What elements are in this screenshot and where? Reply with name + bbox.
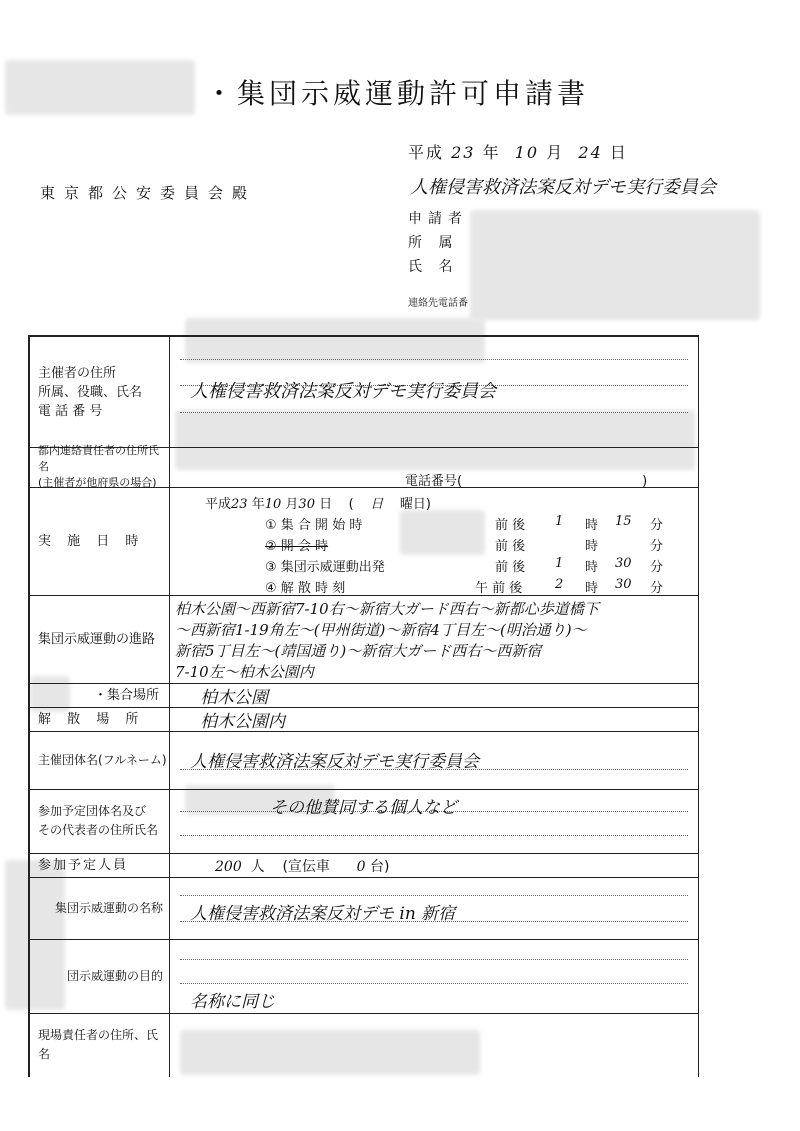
affiliation-label: 所 属 (408, 235, 459, 251)
liaison-label: 都内連絡責任者の住所氏名 (主催者が他府県の場合) (30, 447, 170, 487)
time-item-2: ② 開 会 時 前 後 時 分 (265, 539, 664, 554)
contact-phone-label: 連絡先電話番 (408, 298, 468, 309)
assembly-label: ・集合場所 (30, 683, 170, 707)
row-organizer (30, 337, 698, 448)
applicant-label: 申請者 (408, 211, 468, 227)
applicant-org: 人権侵害救済法案反対デモ実行委員会 (410, 177, 716, 198)
application-form (28, 335, 699, 1077)
row-demo-purpose (30, 939, 698, 1014)
demo-name-label: 集団示威運動の名称 (30, 877, 170, 939)
organizer-label: 主催者の住所 所属、役職、氏名 電 話 番 号 (30, 337, 170, 447)
row-participants (30, 853, 698, 878)
participants-label: 参加予定人員 (30, 853, 170, 877)
row-participants-org (30, 789, 698, 854)
organizer-name-value: 人権侵害救済法案反対デモ実行委員会 (190, 752, 479, 772)
participants-org-label: 参加予定団体名及び その代表者の住所氏名 (30, 789, 170, 853)
event-date: 平成23 年10 月30 日 ( 日 曜日) (205, 497, 431, 512)
time-item-1: ① 集 合 開 始 時 前 後 1 時 15 分 (265, 514, 664, 533)
name-label: 氏 名 (408, 259, 459, 275)
dispersal-value: 柏木公園内 (200, 712, 285, 732)
route-text: 柏木公園〜西新宿7-10右〜新宿大ガード西右〜新都心歩道橋下 〜西新宿1-19角左〜(甲州街道)〜新宿4丁目左〜(明治通り)〜 新宿5丁目左〜(靖国通り)〜新宿大ガード西右〜西新宿 7-10左〜柏木公園内 (175, 600, 599, 681)
assembly-value: 柏木公園 (200, 688, 268, 708)
time-item-4: ④ 解 散 時 刻 午 前 後 2 時 30 分 (265, 577, 664, 596)
addressee: 東京都公安委員会殿 (40, 184, 257, 202)
time-item-3: ③ 集団示威運動出発 前 後 1 時 30 分 (265, 556, 664, 575)
row-organizer-name (30, 731, 698, 790)
liaison-phone-label: 電話番号( ) (405, 474, 648, 489)
row-assembly (30, 683, 698, 708)
application-date: 平成 23 年 10 月 24 日 (408, 143, 628, 162)
datetime-label: 実 施 日 時 (30, 487, 170, 595)
redaction-title-left (5, 60, 195, 115)
redaction-applicant (470, 210, 760, 320)
participants-value: 200 人 (宣伝車 0 台) (215, 859, 390, 875)
demo-purpose-label: 団示威運動の目的 (30, 939, 170, 1013)
organizer-name-label: 主催団体名(フルネーム) (30, 731, 170, 789)
row-demo-name (30, 877, 698, 940)
participants-org-value: その他賛同する個人など (270, 798, 457, 818)
row-dispersal (30, 707, 698, 732)
demo-purpose-value: 名称に同じ (190, 992, 275, 1012)
demo-name-value: 人権侵害救済法案反対デモ in 新宿 (190, 904, 456, 924)
row-supervisor (30, 1013, 698, 1077)
dispersal-label: 解 散 場 所 (30, 707, 170, 731)
supervisor-label: 現場責任者の住所、氏名 (30, 1013, 170, 1077)
route-label: 集団示威運動の進路 (30, 595, 170, 683)
document-title: ・集団示威運動許可申請書 (205, 77, 590, 110)
organizer-value: 人権侵害救済法案反対デモ実行委員会 (190, 381, 496, 402)
